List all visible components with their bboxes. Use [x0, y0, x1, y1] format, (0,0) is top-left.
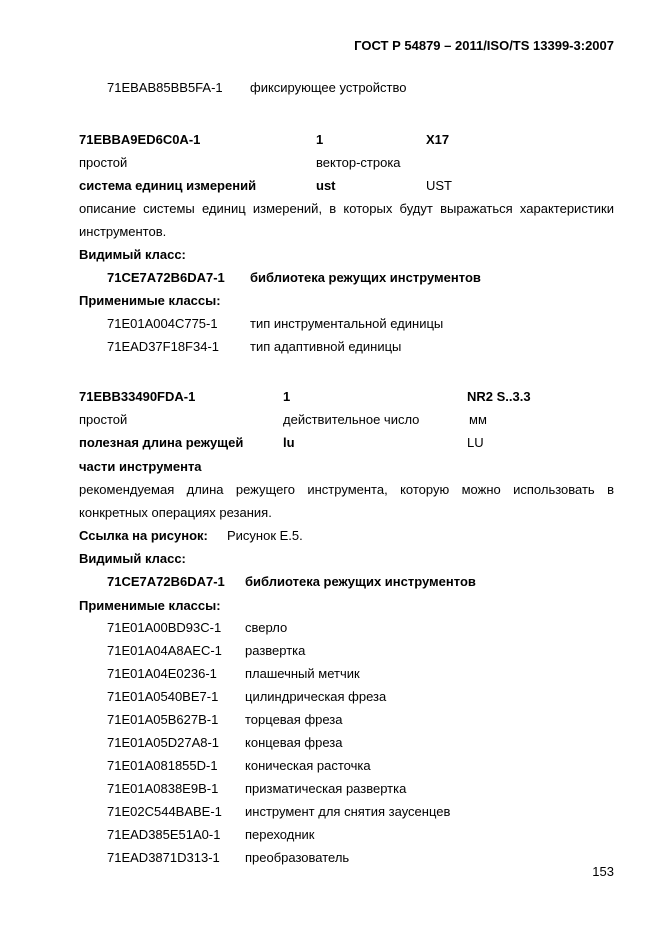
entry2-description-line1: рекомендуемая длина режущего инструмента, которую можно использовать в [79, 482, 614, 497]
entry1-description: описание системы единиц измерений, в которых будут выражаться характеристики инструментов. [79, 201, 614, 239]
entry2-applicable-name: цилиндрическая фреза [245, 689, 387, 704]
entry2-visible-class-code: 71CE7A72B6DA7-1 [107, 574, 225, 589]
entry2-applicable-code: 71E02C544BABE-1 [107, 804, 222, 819]
entry2-figure-ref: Рисунок E.5. [227, 528, 303, 543]
entry2-applicable-name: преобразователь [245, 850, 350, 865]
entry2-applicable-code: 71E01A00BD93C-1 [107, 620, 222, 635]
entry2-applicable-name: коническая расточка [245, 758, 371, 773]
entry2-visible-class-label: Видимый класс: [79, 551, 186, 566]
page-number: 153 [592, 864, 614, 879]
entry1-unit: UST [426, 178, 452, 193]
entry2-datatype: действительное число [283, 412, 420, 427]
entry1-applicable-label: Применимые классы: [79, 293, 221, 308]
entry2-applicable-code: 71E01A0540BE7-1 [107, 689, 219, 704]
entry1-name: система единиц измерений [79, 178, 257, 193]
entry2-applicable-name: сверло [245, 620, 288, 635]
entry2-name-line1: полезная длина режущей [79, 435, 244, 450]
entry2-ref: NR2 S..3.3 [467, 389, 531, 404]
entry2-version: 1 [283, 389, 291, 404]
entry2-applicable-name: торцевая фреза [245, 712, 343, 727]
top-entry-code: 71EBAB85BB5FA-1 [107, 80, 223, 95]
entry1-datatype: вектор-строка [316, 155, 401, 170]
top-entry-name: фиксирующее устройство [250, 80, 407, 95]
entry2-unit-short: мм [469, 412, 487, 427]
entry2-type: простой [79, 412, 128, 427]
entry2-unit: LU [467, 435, 484, 450]
entry2-name-line2: части инструмента [79, 459, 202, 474]
entry2-applicable-code: 71E01A0838E9B-1 [107, 781, 219, 796]
entry2-applicable-code: 71E01A081855D-1 [107, 758, 218, 773]
entry2-figure-label: Ссылка на рисунок: [79, 528, 208, 543]
entry2-applicable-name: плашечный метчик [245, 666, 360, 681]
entry2-code: 71EBB33490FDA-1 [79, 389, 196, 404]
entry1-applicable-code: 71E01A004C775-1 [107, 316, 218, 331]
entry1-type: простой [79, 155, 128, 170]
entry2-applicable-code: 71E01A04A8AEC-1 [107, 643, 222, 658]
entry1-visible-class-name: библиотека режущих инструментов [250, 270, 481, 285]
entry1-version: 1 [316, 132, 324, 147]
entry1-visible-class-code: 71CE7A72B6DA7-1 [107, 270, 225, 285]
entry2-applicable-name: призматическая развертка [245, 781, 407, 796]
entry1-applicable-name: тип адаптивной единицы [250, 339, 402, 354]
entry2-applicable-code: 71E01A05B627B-1 [107, 712, 219, 727]
entry2-applicable-code: 71EAD3871D313-1 [107, 850, 220, 865]
entry2-applicable-name: развертка [245, 643, 306, 658]
entry1-code: 71EBBA9ED6C0A-1 [79, 132, 201, 147]
entry1-ref: X17 [426, 132, 450, 147]
entry2-applicable-code: 71E01A05D27A8-1 [107, 735, 220, 750]
document-header: ГОСТ Р 54879 – 2011/ISO/TS 13399-3:2007 [354, 38, 614, 53]
entry2-applicable-code: 71EAD385E51A0-1 [107, 827, 221, 842]
entry1-applicable-code: 71EAD37F18F34-1 [107, 339, 220, 354]
entry2-visible-class-name: библиотека режущих инструментов [245, 574, 476, 589]
entry2-symbol: lu [283, 435, 295, 450]
entry2-description-line2: конкретных операциях резания. [79, 505, 272, 520]
entry2-applicable-name: переходник [245, 827, 315, 842]
entry1-applicable-name: тип инструментальной единицы [250, 316, 444, 331]
entry2-applicable-label: Применимые классы: [79, 598, 221, 613]
entry1-symbol: ust [316, 178, 336, 193]
entry2-applicable-name: концевая фреза [245, 735, 343, 750]
entry2-applicable-name: инструмент для снятия заусенцев [245, 804, 451, 819]
entry2-applicable-code: 71E01A04E0236-1 [107, 666, 217, 681]
entry1-visible-class-label: Видимый класс: [79, 247, 186, 262]
